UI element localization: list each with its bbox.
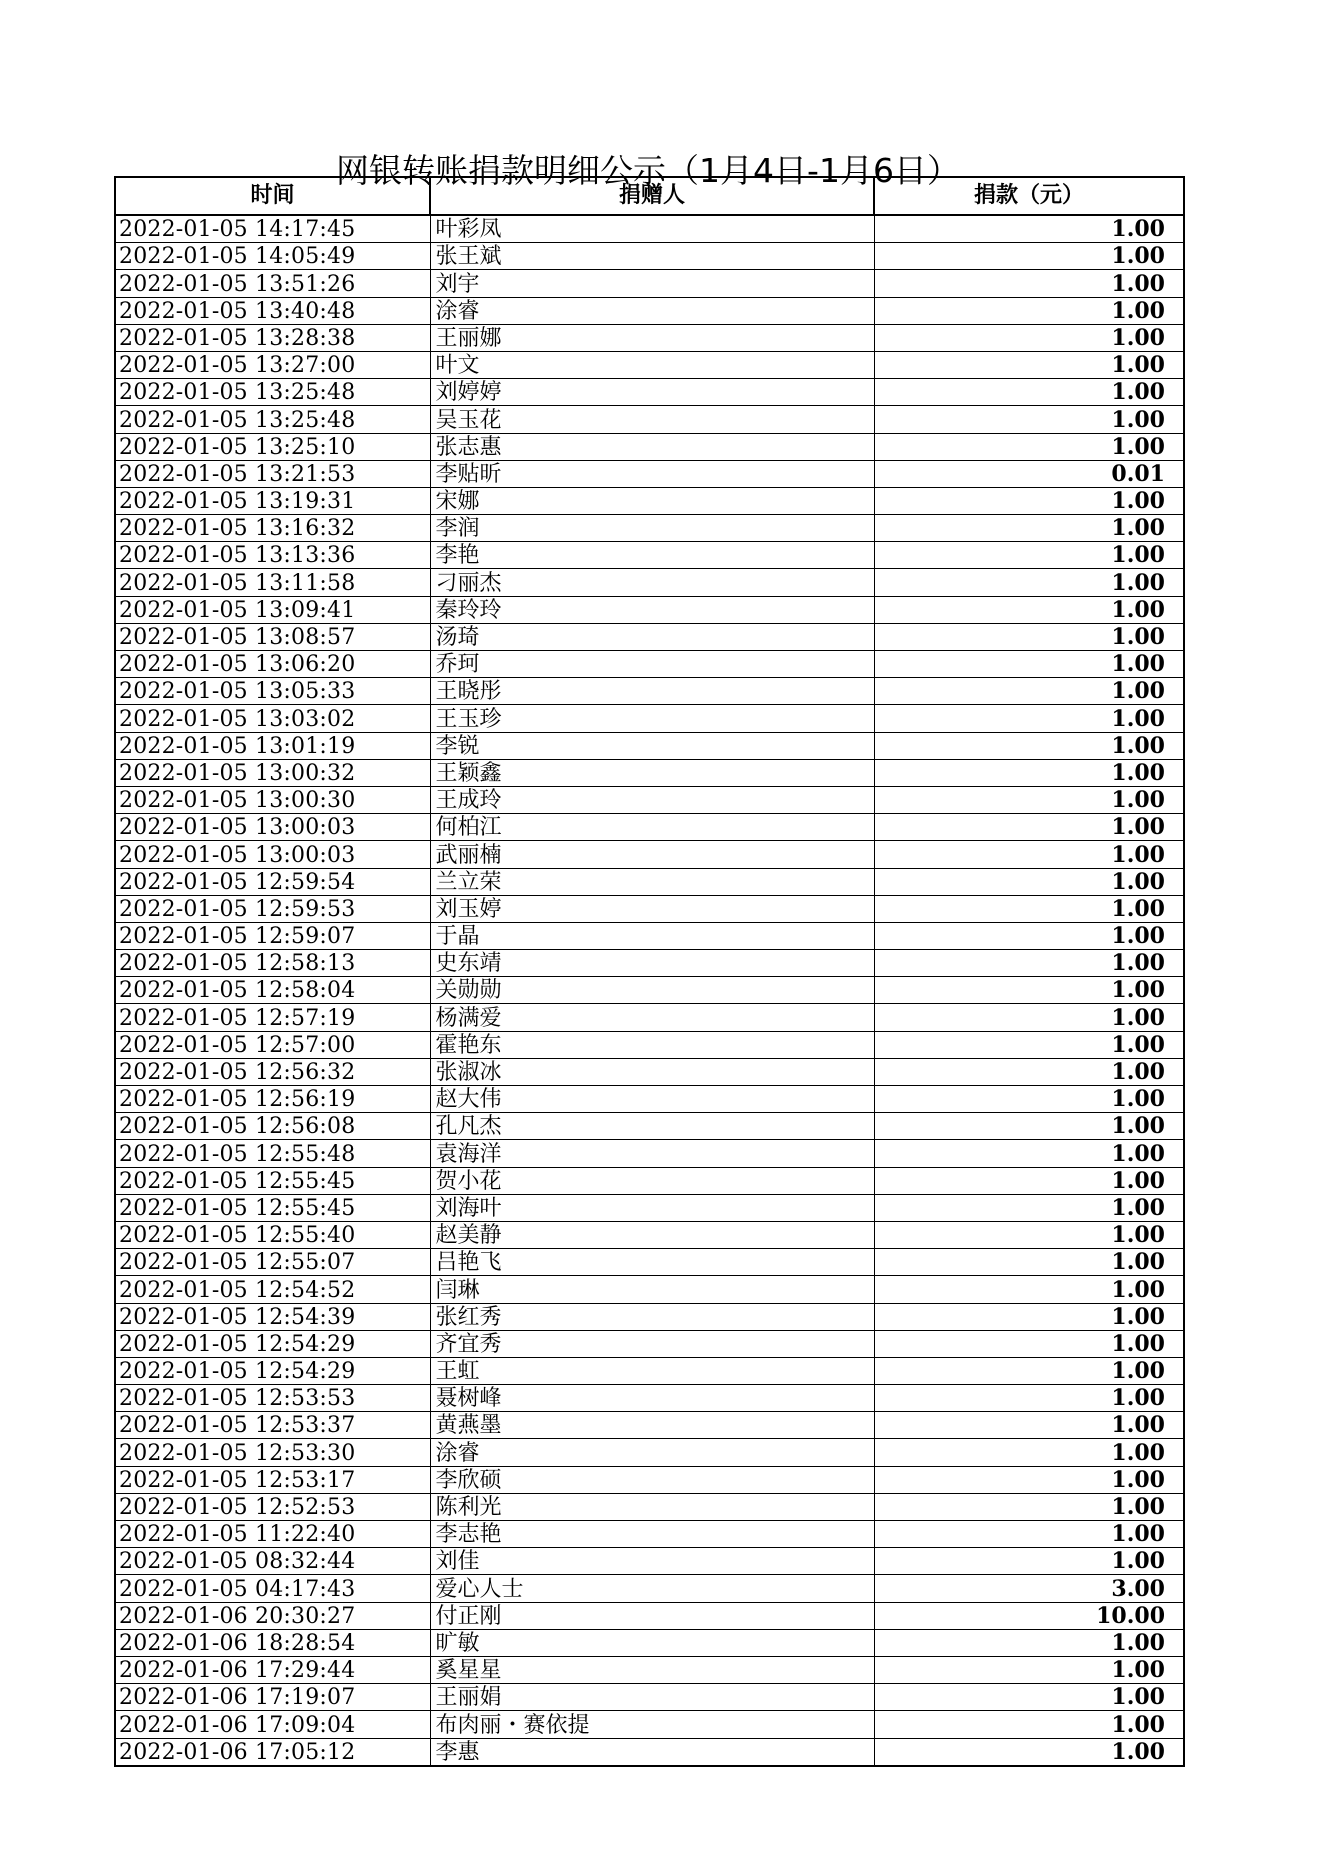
amount-cell: 1.00 (874, 487, 1184, 514)
amount-cell: 1.00 (874, 1629, 1184, 1656)
time-cell: 2022-01-05 12:58:13 (115, 950, 430, 977)
time-cell: 2022-01-05 12:56:32 (115, 1058, 430, 1085)
donor-name-cell: 刘佳 (430, 1548, 874, 1575)
donor-name-cell: 孔凡杰 (430, 1113, 874, 1140)
donor-name-cell: 刘玉婷 (430, 895, 874, 922)
donor-name-cell: 爱心人士 (430, 1575, 874, 1602)
donor-name-cell: 奚星星 (430, 1656, 874, 1683)
table-row (115, 1303, 1184, 1330)
table-row (115, 1357, 1184, 1384)
amount-cell: 1.00 (874, 623, 1184, 650)
donor-name-cell: 王虹 (430, 1357, 874, 1384)
time-cell: 2022-01-05 04:17:43 (115, 1575, 430, 1602)
table-row (115, 786, 1184, 813)
table-row (115, 1466, 1184, 1493)
donor-name-cell: 齐宜秀 (430, 1330, 874, 1357)
time-cell: 2022-01-06 17:05:12 (115, 1738, 430, 1766)
amount-cell: 1.00 (874, 922, 1184, 949)
amount-cell: 1.00 (874, 297, 1184, 324)
time-cell: 2022-01-05 12:53:30 (115, 1439, 430, 1466)
amount-cell: 1.00 (874, 1004, 1184, 1031)
donor-name-cell: 杨满爱 (430, 1004, 874, 1031)
amount-cell: 1.00 (874, 1357, 1184, 1384)
table-row (115, 1684, 1184, 1711)
amount-cell: 1.00 (874, 1086, 1184, 1113)
donor-name-cell: 刘海叶 (430, 1194, 874, 1221)
time-cell: 2022-01-05 13:06:20 (115, 651, 430, 678)
amount-cell: 1.00 (874, 651, 1184, 678)
time-cell: 2022-01-06 17:19:07 (115, 1684, 430, 1711)
time-cell: 2022-01-05 12:59:07 (115, 922, 430, 949)
column-header-donor: 捐赠人 (430, 177, 874, 215)
donor-name-cell: 王颖鑫 (430, 759, 874, 786)
time-cell: 2022-01-05 14:17:45 (115, 215, 430, 243)
time-cell: 2022-01-05 12:54:29 (115, 1330, 430, 1357)
donor-name-cell: 史东靖 (430, 950, 874, 977)
table-body (115, 215, 1184, 1766)
donor-name-cell: 霍艳东 (430, 1031, 874, 1058)
time-cell: 2022-01-05 13:19:31 (115, 487, 430, 514)
time-cell: 2022-01-05 13:28:38 (115, 324, 430, 351)
amount-cell: 1.00 (874, 243, 1184, 270)
table-row (115, 1439, 1184, 1466)
table-row (115, 922, 1184, 949)
time-cell: 2022-01-05 13:00:03 (115, 814, 430, 841)
amount-cell: 1.00 (874, 1738, 1184, 1766)
table-row (115, 1004, 1184, 1031)
amount-cell: 1.00 (874, 1194, 1184, 1221)
amount-cell: 1.00 (874, 1221, 1184, 1248)
amount-cell: 1.00 (874, 515, 1184, 542)
donor-name-cell: 乔珂 (430, 651, 874, 678)
amount-cell: 1.00 (874, 1493, 1184, 1520)
amount-cell: 1.00 (874, 1031, 1184, 1058)
donor-name-cell: 张志惠 (430, 433, 874, 460)
table-row (115, 1575, 1184, 1602)
table-row (115, 487, 1184, 514)
time-cell: 2022-01-05 13:25:48 (115, 379, 430, 406)
amount-cell: 1.00 (874, 1385, 1184, 1412)
amount-cell: 1.00 (874, 1276, 1184, 1303)
table-row (115, 1221, 1184, 1248)
table-row (115, 215, 1184, 243)
table-row (115, 814, 1184, 841)
amount-cell: 1.00 (874, 868, 1184, 895)
donor-name-cell: 叶彩凤 (430, 215, 874, 243)
table-row (115, 1521, 1184, 1548)
donor-name-cell: 刁丽杰 (430, 569, 874, 596)
time-cell: 2022-01-05 12:55:40 (115, 1221, 430, 1248)
amount-cell: 1.00 (874, 1249, 1184, 1276)
amount-cell: 1.00 (874, 1140, 1184, 1167)
time-cell: 2022-01-05 13:05:33 (115, 678, 430, 705)
table-row (115, 569, 1184, 596)
table-row (115, 1167, 1184, 1194)
donor-name-cell: 涂睿 (430, 297, 874, 324)
time-cell: 2022-01-05 13:25:48 (115, 406, 430, 433)
amount-cell: 1.00 (874, 1439, 1184, 1466)
amount-cell: 1.00 (874, 569, 1184, 596)
donor-name-cell: 张王斌 (430, 243, 874, 270)
time-cell: 2022-01-05 13:25:10 (115, 433, 430, 460)
amount-cell: 1.00 (874, 1113, 1184, 1140)
column-header-amount: 捐款（元） (874, 177, 1184, 215)
time-cell: 2022-01-05 12:56:19 (115, 1086, 430, 1113)
amount-cell: 1.00 (874, 270, 1184, 297)
time-cell: 2022-01-05 12:59:54 (115, 868, 430, 895)
amount-cell: 1.00 (874, 596, 1184, 623)
donor-name-cell: 张淑冰 (430, 1058, 874, 1085)
time-cell: 2022-01-05 13:40:48 (115, 297, 430, 324)
table-row (115, 351, 1184, 378)
time-cell: 2022-01-05 12:56:08 (115, 1113, 430, 1140)
donor-name-cell: 宋娜 (430, 487, 874, 514)
table-row (115, 515, 1184, 542)
donor-name-cell: 兰立荣 (430, 868, 874, 895)
table-row (115, 542, 1184, 569)
amount-cell: 1.00 (874, 1167, 1184, 1194)
donor-name-cell: 刘宇 (430, 270, 874, 297)
amount-cell: 3.00 (874, 1575, 1184, 1602)
amount-cell: 1.00 (874, 977, 1184, 1004)
amount-cell: 1.00 (874, 324, 1184, 351)
time-cell: 2022-01-05 13:00:03 (115, 841, 430, 868)
time-cell: 2022-01-05 12:53:17 (115, 1466, 430, 1493)
amount-cell: 1.00 (874, 950, 1184, 977)
donor-name-cell: 李贴昕 (430, 460, 874, 487)
table-row (115, 895, 1184, 922)
donor-name-cell: 赵大伟 (430, 1086, 874, 1113)
amount-cell: 1.00 (874, 1330, 1184, 1357)
amount-cell: 1.00 (874, 1548, 1184, 1575)
table-row (115, 379, 1184, 406)
amount-cell: 1.00 (874, 1412, 1184, 1439)
table-row (115, 950, 1184, 977)
table-row (115, 1385, 1184, 1412)
amount-cell: 1.00 (874, 1656, 1184, 1683)
amount-cell: 1.00 (874, 1466, 1184, 1493)
table-header (115, 177, 1184, 215)
donor-name-cell: 李润 (430, 515, 874, 542)
amount-cell: 1.00 (874, 678, 1184, 705)
amount-cell: 1.00 (874, 705, 1184, 732)
table-row (115, 1629, 1184, 1656)
donor-name-cell: 关勋勋 (430, 977, 874, 1004)
table-row (115, 1113, 1184, 1140)
donation-table (114, 176, 1185, 1767)
donor-name-cell: 赵美静 (430, 1221, 874, 1248)
time-cell: 2022-01-05 08:32:44 (115, 1548, 430, 1575)
donor-name-cell: 付正刚 (430, 1602, 874, 1629)
time-cell: 2022-01-06 17:09:04 (115, 1711, 430, 1738)
amount-cell: 1.00 (874, 1058, 1184, 1085)
time-cell: 2022-01-05 13:27:00 (115, 351, 430, 378)
table-row (115, 406, 1184, 433)
time-cell: 2022-01-05 13:13:36 (115, 542, 430, 569)
donor-name-cell: 吕艳飞 (430, 1249, 874, 1276)
donor-name-cell: 贺小花 (430, 1167, 874, 1194)
time-cell: 2022-01-05 12:54:52 (115, 1276, 430, 1303)
table-row (115, 1194, 1184, 1221)
donor-name-cell: 李艳 (430, 542, 874, 569)
donor-name-cell: 王晓彤 (430, 678, 874, 705)
donor-name-cell: 于晶 (430, 922, 874, 949)
table-row (115, 460, 1184, 487)
donor-name-cell: 汤琦 (430, 623, 874, 650)
donor-name-cell: 王丽娜 (430, 324, 874, 351)
table-row (115, 1412, 1184, 1439)
table-row (115, 1058, 1184, 1085)
table-row (115, 732, 1184, 759)
amount-cell: 1.00 (874, 1711, 1184, 1738)
time-cell: 2022-01-05 13:51:26 (115, 270, 430, 297)
table-row (115, 1031, 1184, 1058)
time-cell: 2022-01-05 12:54:39 (115, 1303, 430, 1330)
donor-name-cell: 李惠 (430, 1738, 874, 1766)
time-cell: 2022-01-05 12:58:04 (115, 977, 430, 1004)
amount-cell: 1.00 (874, 786, 1184, 813)
time-cell: 2022-01-05 12:55:07 (115, 1249, 430, 1276)
table-row (115, 1493, 1184, 1520)
page-title: 网银转账捐款明细公示（1月4日-1月6日） (336, 151, 960, 191)
amount-cell: 10.00 (874, 1602, 1184, 1629)
amount-cell: 1.00 (874, 1521, 1184, 1548)
amount-cell: 1.00 (874, 433, 1184, 460)
table-row (115, 678, 1184, 705)
amount-cell: 1.00 (874, 759, 1184, 786)
time-cell: 2022-01-05 12:54:29 (115, 1357, 430, 1384)
table-row (115, 623, 1184, 650)
table-row (115, 433, 1184, 460)
donor-name-cell: 陈利光 (430, 1493, 874, 1520)
donor-name-cell: 黄燕墨 (430, 1412, 874, 1439)
donor-name-cell: 秦玲玲 (430, 596, 874, 623)
table-row (115, 324, 1184, 351)
amount-cell: 1.00 (874, 1303, 1184, 1330)
time-cell: 2022-01-06 18:28:54 (115, 1629, 430, 1656)
time-cell: 2022-01-05 12:55:45 (115, 1194, 430, 1221)
table-row (115, 705, 1184, 732)
donor-name-cell: 何柏江 (430, 814, 874, 841)
table-row (115, 977, 1184, 1004)
table-row (115, 1711, 1184, 1738)
amount-cell: 1.00 (874, 895, 1184, 922)
donor-name-cell: 李志艳 (430, 1521, 874, 1548)
donor-name-cell: 吴玉花 (430, 406, 874, 433)
donor-name-cell: 袁海洋 (430, 1140, 874, 1167)
donor-name-cell: 王丽娟 (430, 1684, 874, 1711)
table-row (115, 596, 1184, 623)
table-row (115, 1548, 1184, 1575)
table-row (115, 759, 1184, 786)
time-cell: 2022-01-05 12:59:53 (115, 895, 430, 922)
donor-name-cell: 李锐 (430, 732, 874, 759)
amount-cell: 1.00 (874, 351, 1184, 378)
donor-name-cell: 张红秀 (430, 1303, 874, 1330)
time-cell: 2022-01-05 11:22:40 (115, 1521, 430, 1548)
time-cell: 2022-01-05 12:57:00 (115, 1031, 430, 1058)
time-cell: 2022-01-05 12:55:48 (115, 1140, 430, 1167)
table-row (115, 1086, 1184, 1113)
donor-name-cell: 王成玲 (430, 786, 874, 813)
amount-cell: 1.00 (874, 814, 1184, 841)
column-header-time: 时间 (115, 177, 430, 215)
time-cell: 2022-01-05 13:03:02 (115, 705, 430, 732)
amount-cell: 1.00 (874, 406, 1184, 433)
amount-cell: 1.00 (874, 215, 1184, 243)
donor-name-cell: 王玉珍 (430, 705, 874, 732)
time-cell: 2022-01-05 12:55:45 (115, 1167, 430, 1194)
time-cell: 2022-01-06 20:30:27 (115, 1602, 430, 1629)
donor-name-cell: 闫琳 (430, 1276, 874, 1303)
time-cell: 2022-01-05 12:53:53 (115, 1385, 430, 1412)
time-cell: 2022-01-05 13:08:57 (115, 623, 430, 650)
amount-cell: 1.00 (874, 732, 1184, 759)
table-row (115, 270, 1184, 297)
time-cell: 2022-01-05 13:09:41 (115, 596, 430, 623)
amount-cell: 1.00 (874, 1684, 1184, 1711)
table-row (115, 297, 1184, 324)
donor-name-cell: 布肉丽・赛依提 (430, 1711, 874, 1738)
amount-cell: 1.00 (874, 841, 1184, 868)
table-row (115, 1249, 1184, 1276)
donor-name-cell: 旷敏 (430, 1629, 874, 1656)
table-row (115, 1276, 1184, 1303)
table-row (115, 1602, 1184, 1629)
time-cell: 2022-01-05 13:16:32 (115, 515, 430, 542)
donor-name-cell: 李欣硕 (430, 1466, 874, 1493)
time-cell: 2022-01-05 13:00:32 (115, 759, 430, 786)
table-row (115, 1140, 1184, 1167)
table-row (115, 841, 1184, 868)
table-row (115, 243, 1184, 270)
time-cell: 2022-01-05 13:01:19 (115, 732, 430, 759)
table-row (115, 651, 1184, 678)
time-cell: 2022-01-05 13:00:30 (115, 786, 430, 813)
time-cell: 2022-01-05 12:57:19 (115, 1004, 430, 1031)
donor-name-cell: 涂睿 (430, 1439, 874, 1466)
table-row (115, 868, 1184, 895)
table-row (115, 1656, 1184, 1683)
donor-name-cell: 武丽楠 (430, 841, 874, 868)
time-cell: 2022-01-05 13:11:58 (115, 569, 430, 596)
header-row (115, 177, 1184, 215)
time-cell: 2022-01-06 17:29:44 (115, 1656, 430, 1683)
amount-cell: 0.01 (874, 460, 1184, 487)
table-row (115, 1738, 1184, 1766)
amount-cell: 1.00 (874, 542, 1184, 569)
donor-name-cell: 叶文 (430, 351, 874, 378)
time-cell: 2022-01-05 13:21:53 (115, 460, 430, 487)
donor-name-cell: 聂树峰 (430, 1385, 874, 1412)
table-row (115, 1330, 1184, 1357)
amount-cell: 1.00 (874, 379, 1184, 406)
time-cell: 2022-01-05 14:05:49 (115, 243, 430, 270)
donor-name-cell: 刘婷婷 (430, 379, 874, 406)
time-cell: 2022-01-05 12:53:37 (115, 1412, 430, 1439)
time-cell: 2022-01-05 12:52:53 (115, 1493, 430, 1520)
